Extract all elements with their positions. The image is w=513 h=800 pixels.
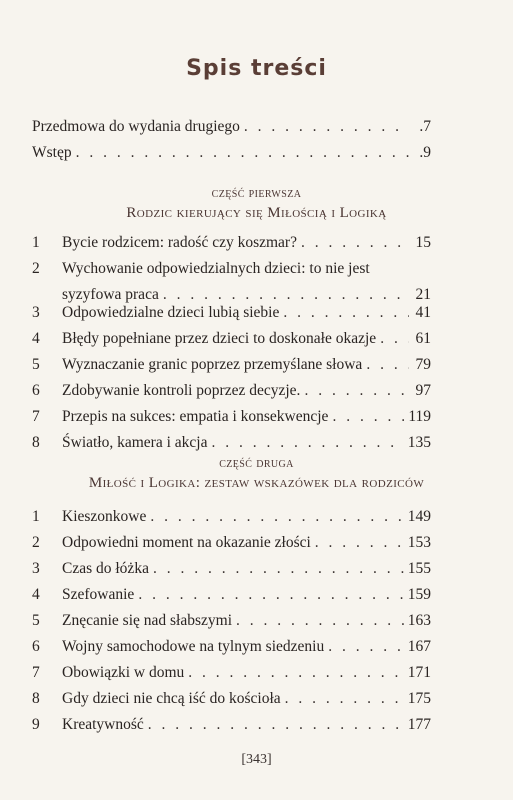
toc-entry-number: 3 xyxy=(32,560,40,577)
toc-entry-label: Czas do łóżka xyxy=(62,560,149,577)
toc-entry[interactable] xyxy=(32,534,431,560)
toc-entry-number: 6 xyxy=(32,638,40,655)
toc-entry[interactable] xyxy=(32,382,431,408)
toc-entry-page: 149 xyxy=(407,508,431,525)
toc-entry-page: 153 xyxy=(407,534,431,551)
toc-entry[interactable] xyxy=(32,560,431,586)
toc-entry-label: Bycie rodzicem: radość czy koszmar? xyxy=(62,234,297,251)
toc-entry-page: 163 xyxy=(407,612,431,629)
leader-dots xyxy=(332,408,404,426)
toc-entry[interactable] xyxy=(32,260,431,304)
leader-dots xyxy=(138,586,403,604)
toc-entry-page: 135 xyxy=(407,434,431,451)
toc-entry-number: 4 xyxy=(32,586,40,603)
toc-entry-label-line1: Wychowanie odpowiedzialnych dzieci: to nie jest xyxy=(62,260,370,277)
toc-entry-page: 21 xyxy=(415,286,431,303)
toc-entry[interactable] xyxy=(32,716,431,742)
toc-entry-number: 6 xyxy=(32,382,40,399)
toc-entry[interactable] xyxy=(32,234,431,260)
toc-entry-page: .9 xyxy=(419,144,431,161)
toc-entry-label: Wyznaczanie granic poprzez przemyślane słowa xyxy=(62,356,363,373)
toc-entry-label: Gdy dzieci nie chcą iść do kościoła xyxy=(62,690,281,707)
toc-entry-number: 8 xyxy=(32,434,40,451)
toc-entry-label: Odpowiedzialne dzieci lubią siebie xyxy=(62,304,280,321)
leader-dots xyxy=(163,286,409,304)
toc-entry-label: Szefowanie xyxy=(62,586,135,603)
toc-entry-number: 1 xyxy=(32,508,40,525)
toc-entry-number: 7 xyxy=(32,664,40,681)
toc-entry-label: Błędy popełniane przez dzieci to doskonałe okazje xyxy=(62,330,377,347)
toc-entry-label: Kieszonkowe xyxy=(62,508,147,525)
toc-entry-number: 4 xyxy=(32,330,40,347)
toc-entry-label: Wojny samochodowe na tylnym siedzeniu xyxy=(62,638,325,655)
page-number-folio: [343] xyxy=(241,752,272,767)
page-title: Spis treści xyxy=(186,56,327,81)
toc-entry[interactable] xyxy=(32,408,431,434)
part1-heading: część pierwsza xyxy=(211,186,302,201)
toc-entry-page: 155 xyxy=(407,560,431,577)
toc-entry[interactable] xyxy=(32,304,431,330)
leader-dots xyxy=(244,118,409,136)
leader-dots xyxy=(304,382,409,400)
leader-dots xyxy=(188,664,403,682)
leader-dots xyxy=(153,560,404,578)
toc-entry[interactable] xyxy=(32,586,431,612)
toc-entry-page: 41 xyxy=(415,304,431,321)
toc-entry-page: 167 xyxy=(407,638,431,655)
toc-entry-page: 97 xyxy=(415,382,431,399)
part2-heading: część druga xyxy=(219,456,294,471)
toc-entry-number: 5 xyxy=(32,356,40,373)
toc-entry[interactable] xyxy=(32,664,431,690)
toc-entry[interactable] xyxy=(32,508,431,534)
leader-dots xyxy=(301,234,409,252)
leader-dots xyxy=(76,144,409,162)
leader-dots xyxy=(283,304,409,322)
toc-entry-page: 15 xyxy=(415,234,431,251)
toc-entry-label: Znęcanie się nad słabszymi xyxy=(62,612,233,629)
toc-entry-label: Światło, kamera i akcja xyxy=(62,434,208,451)
part2-list xyxy=(32,508,431,742)
toc-entry-label: Przepis na sukces: empatia i konsekwencje xyxy=(62,408,329,425)
toc-entry-number: 8 xyxy=(32,690,40,707)
toc-entry-number: 2 xyxy=(32,260,40,277)
leader-dots xyxy=(148,716,404,734)
leader-dots xyxy=(366,356,409,374)
part1-list xyxy=(32,234,431,460)
toc-entry-preface[interactable] xyxy=(32,118,431,144)
part2-subtitle: Miłość i Logika: zestaw wskazówek dla rodziców xyxy=(88,475,425,491)
leader-dots xyxy=(236,612,404,630)
part1-heading-block xyxy=(0,186,513,222)
toc-entry-number: 5 xyxy=(32,612,40,629)
toc-entry-page: 79 xyxy=(415,356,431,373)
toc-entry[interactable] xyxy=(32,612,431,638)
toc-entry-number: 7 xyxy=(32,408,40,425)
toc-entry-page: 171 xyxy=(407,664,431,681)
toc-entry-label: Zdobywanie kontroli poprzez decyzje. xyxy=(62,382,301,399)
toc-entry-label-line2: syzyfowa praca xyxy=(62,286,159,303)
toc-entry-page: 159 xyxy=(407,586,431,603)
toc-entry-label: Przedmowa do wydania drugiego xyxy=(32,118,240,135)
leader-dots xyxy=(150,508,403,526)
toc-entry[interactable] xyxy=(32,356,431,382)
toc-entry[interactable] xyxy=(32,690,431,716)
leader-dots xyxy=(285,690,404,708)
toc-entry-label: Odpowiedni moment na okazanie złości xyxy=(62,534,311,551)
toc-entry-introduction[interactable] xyxy=(32,144,431,170)
toc-entry-page: 119 xyxy=(408,408,431,425)
part1-subtitle: Rodzic kierujący się Miłością i Logiką xyxy=(126,205,387,221)
leader-dots xyxy=(211,434,403,452)
toc-entry-page: 61 xyxy=(415,330,431,347)
toc-entry-page: 175 xyxy=(407,690,431,707)
toc-entry-page: 177 xyxy=(407,716,431,733)
toc-entry-page: .7 xyxy=(419,118,431,135)
toc-entry-label: Kreatywność xyxy=(62,716,144,733)
front-matter-list xyxy=(32,118,431,170)
toc-entry-number: 3 xyxy=(32,304,40,321)
toc-entry-label: Obowiązki w domu xyxy=(62,664,185,681)
part2-heading-block xyxy=(0,456,513,492)
toc-entry-number: 2 xyxy=(32,534,40,551)
toc-entry[interactable] xyxy=(32,330,431,356)
leader-dots xyxy=(380,330,409,348)
toc-entry-number: 1 xyxy=(32,234,40,251)
leader-dots xyxy=(315,534,404,552)
toc-entry-label: Wstęp xyxy=(32,144,72,161)
toc-entry-number: 9 xyxy=(32,716,40,733)
toc-entry[interactable] xyxy=(32,638,431,664)
leader-dots xyxy=(328,638,404,656)
